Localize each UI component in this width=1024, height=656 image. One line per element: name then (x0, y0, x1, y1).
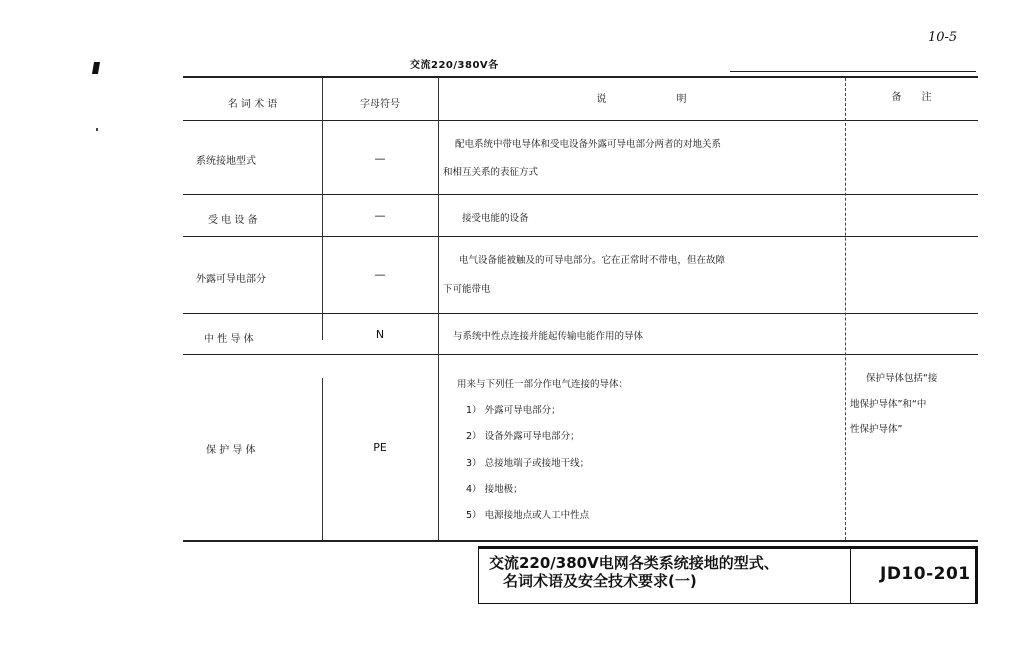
row-symbol: — (374, 268, 386, 281)
row-symbol: PE (373, 441, 387, 454)
drawing-title-line-2: 名词术语及安全技术要求(一) (503, 572, 697, 590)
row-description-line: 电气设备能被触及的可导电部分。它在正常时不带电，但在故障 (459, 255, 726, 266)
row-symbol: — (374, 209, 386, 222)
title-block-divider (850, 549, 851, 604)
header-note: 备 注 (891, 92, 932, 103)
row-description-line: 下可能带电 (443, 284, 491, 295)
row-description-line: 接受电能的设备 (462, 213, 529, 224)
row-note-line: 保护导体包括“接 (866, 373, 938, 384)
margin-dot (96, 128, 98, 131)
header-term: 名 词 术 语 (227, 99, 278, 110)
margin-mark (92, 62, 100, 74)
header-rule (183, 120, 978, 121)
row-symbol: N (375, 328, 385, 341)
row-symbol: — (374, 152, 386, 165)
row-term: 保 护 导 体 (206, 445, 256, 456)
row-description-line: 3） 总接地端子或接地干线； (466, 458, 590, 469)
table-caption: 交流220/380V各 (410, 60, 499, 71)
column-rule (845, 78, 846, 540)
row-rule (183, 194, 978, 195)
caption-rule (730, 71, 976, 72)
row-description-line: 配电系统中带电导体和受电设备外露可导电部分两者的对地关系 (455, 139, 722, 150)
row-term: 中 性 导 体 (204, 334, 254, 345)
row-description-line: 2） 设备外露可导电部分； (466, 431, 580, 442)
table-top-rule (183, 76, 978, 78)
header-description: 说 明 (596, 94, 687, 105)
column-rule (322, 378, 323, 540)
page-number: 10-5 (928, 30, 958, 45)
row-term: 受 电 设 备 (208, 215, 258, 226)
row-rule (183, 313, 978, 314)
table-bottom-rule (183, 540, 978, 542)
row-term: 外露可导电部分 (196, 274, 266, 285)
header-symbol: 字母符号 (360, 99, 400, 110)
row-rule (183, 236, 978, 237)
row-term: 系统接地型式 (196, 156, 256, 167)
drawing-title (489, 554, 779, 590)
row-description-line: 4） 接地极； (466, 484, 523, 495)
row-description-line: 与系统中性点连接并能起传输电能作用的导体 (453, 331, 644, 342)
row-note-line: 地保护导体”和“中 (850, 399, 927, 410)
row-description-line: 1） 外露可导电部分； (466, 405, 561, 416)
column-rule (438, 78, 439, 540)
row-rule (183, 354, 978, 355)
row-description-line: 用来与下列任一部分作电气连接的导体： (457, 379, 629, 390)
drawing-code: JD10-201 (880, 564, 971, 584)
row-note-line: 性保护导体” (850, 424, 903, 435)
row-description-line: 5） 电源接地点或人工中性点 (466, 510, 590, 521)
drawing-title-line-1: 交流220/380V电网各类系统接地的型式、 (489, 554, 779, 572)
row-description-line: 和相互关系的表征方式 (443, 167, 539, 178)
